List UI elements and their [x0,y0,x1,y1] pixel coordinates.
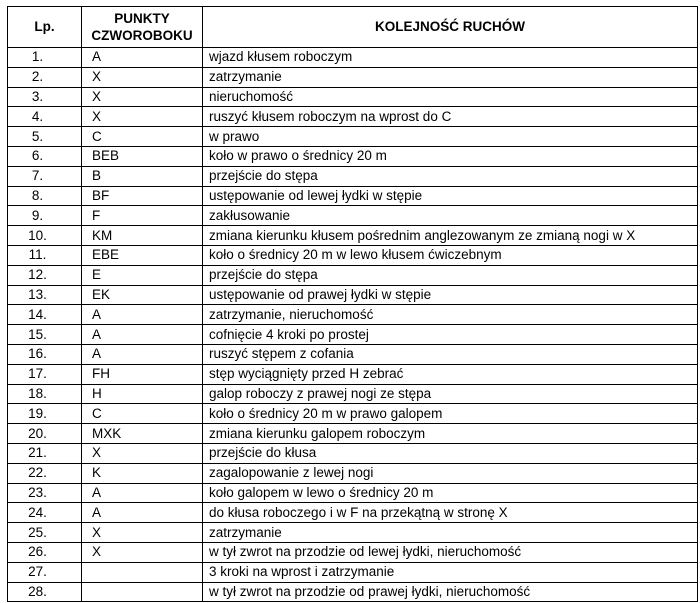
table-row [8,186,698,206]
cell-lp: 6. [8,146,82,166]
cell-ruch: koło o średnicy 20 m w lewo kłusem ćwiczebnym [203,245,698,265]
cell-punkt: A [82,305,203,325]
cell-punkt: FH [82,364,203,384]
table-row [8,384,698,404]
cell-lp: 23. [8,483,82,503]
cell-punkt: MXK [82,424,203,444]
cell-ruch: 3 kroki na wprost i zatrzymanie [203,562,698,582]
cell-punkt: A [82,503,203,523]
cell-ruch: ruszyć kłusem roboczym na wprost do C [203,107,698,127]
table-row [8,127,698,147]
cell-punkt: X [82,542,203,562]
cell-lp: 19. [8,404,82,424]
cell-lp: 4. [8,107,82,127]
cell-ruch: przejście do stępa [203,166,698,186]
cell-ruch: zatrzymanie [203,67,698,87]
cell-lp: 1. [8,48,82,68]
cell-ruch: galop roboczy z prawej nogi ze stępa [203,384,698,404]
cell-ruch: w tył zwrot na przodzie od lewej łydki, nieruchomość [203,542,698,562]
cell-lp: 27. [8,562,82,582]
cell-punkt: K [82,463,203,483]
cell-lp: 5. [8,127,82,147]
cell-ruch: stęp wyciągnięty przed H zebrać [203,364,698,384]
cell-punkt: X [82,523,203,543]
header-row [8,7,698,48]
cell-ruch: ustępowanie od prawej łydki w stępie [203,285,698,305]
cell-punkt: EK [82,285,203,305]
cell-ruch: wjazd kłusem roboczym [203,48,698,68]
table-row [8,87,698,107]
cell-lp: 7. [8,166,82,186]
table-row [8,48,698,68]
table-body [8,48,698,602]
cell-lp: 16. [8,344,82,364]
table-row [8,523,698,543]
cell-ruch: cofnięcie 4 kroki po prostej [203,325,698,345]
table-row [8,325,698,345]
cell-punkt: BF [82,186,203,206]
table-row [8,285,698,305]
cell-punkt [82,582,203,602]
cell-punkt: A [82,325,203,345]
cell-ruch: ustępowanie od lewej łydki w stępie [203,186,698,206]
cell-punkt: A [82,48,203,68]
cell-lp: 18. [8,384,82,404]
table-row [8,344,698,364]
cell-lp: 25. [8,523,82,543]
cell-ruch: do kłusa roboczego i w F na przekątną w stronę X [203,503,698,523]
cell-ruch: koło galopem w lewo o średnicy 20 m [203,483,698,503]
table-row [8,245,698,265]
cell-punkt [82,562,203,582]
cell-lp: 3. [8,87,82,107]
cell-punkt: H [82,384,203,404]
cell-lp: 9. [8,206,82,226]
cell-lp: 2. [8,67,82,87]
cell-lp: 26. [8,542,82,562]
cell-ruch: zakłusowanie [203,206,698,226]
header-punkty-line2: CZWOROBOKU [91,28,193,43]
cell-punkt: X [82,67,203,87]
cell-punkt: X [82,107,203,127]
table-row [8,226,698,246]
cell-ruch: koło o średnicy 20 m w prawo galopem [203,404,698,424]
table-row [8,364,698,384]
cell-punkt: EBE [82,245,203,265]
table-row [8,582,698,602]
cell-punkt: KM [82,226,203,246]
cell-lp: 22. [8,463,82,483]
cell-ruch: przejście do stępa [203,265,698,285]
table-row [8,503,698,523]
cell-ruch: ruszyć stępem z cofania [203,344,698,364]
cell-ruch: zmiana kierunku galopem roboczym [203,424,698,444]
header-lp: Lp. [8,7,82,48]
cell-punkt: X [82,443,203,463]
cell-lp: 21. [8,443,82,463]
cell-lp: 15. [8,325,82,345]
cell-punkt: BEB [82,146,203,166]
cell-lp: 12. [8,265,82,285]
table-row [8,67,698,87]
header-ruchy: KOLEJNOŚĆ RUCHÓW [203,7,698,48]
exercise-table [7,6,698,602]
cell-ruch: nieruchomość [203,87,698,107]
table-row [8,463,698,483]
cell-ruch: koło w prawo o średnicy 20 m [203,146,698,166]
cell-ruch: zatrzymanie [203,523,698,543]
cell-lp: 8. [8,186,82,206]
cell-ruch: zmiana kierunku kłusem pośrednim anglezowanym ze zmianą nogi w X [203,226,698,246]
table-row [8,483,698,503]
cell-lp: 20. [8,424,82,444]
cell-lp: 17. [8,364,82,384]
table-row [8,542,698,562]
table-row [8,206,698,226]
cell-lp: 10. [8,226,82,246]
cell-punkt: C [82,127,203,147]
cell-ruch: zatrzymanie, nieruchomość [203,305,698,325]
table-row [8,562,698,582]
cell-ruch: w prawo [203,127,698,147]
table-row [8,443,698,463]
cell-punkt: B [82,166,203,186]
table-row [8,305,698,325]
cell-punkt: F [82,206,203,226]
table-row [8,107,698,127]
cell-punkt: C [82,404,203,424]
cell-ruch: przejście do kłusa [203,443,698,463]
cell-ruch: w tył zwrot na przodzie od prawej łydki, nieruchomość [203,582,698,602]
header-punkty-line1: PUNKTY [114,11,170,26]
table-row [8,265,698,285]
cell-lp: 11. [8,245,82,265]
table-row [8,404,698,424]
cell-lp: 28. [8,582,82,602]
cell-lp: 24. [8,503,82,523]
cell-punkt: A [82,344,203,364]
table-row [8,424,698,444]
cell-punkt: A [82,483,203,503]
cell-punkt: X [82,87,203,107]
cell-lp: 14. [8,305,82,325]
cell-punkt: E [82,265,203,285]
cell-lp: 13. [8,285,82,305]
table-row [8,146,698,166]
header-punkty [82,7,203,48]
table-row [8,166,698,186]
cell-ruch: zagalopowanie z lewej nogi [203,463,698,483]
